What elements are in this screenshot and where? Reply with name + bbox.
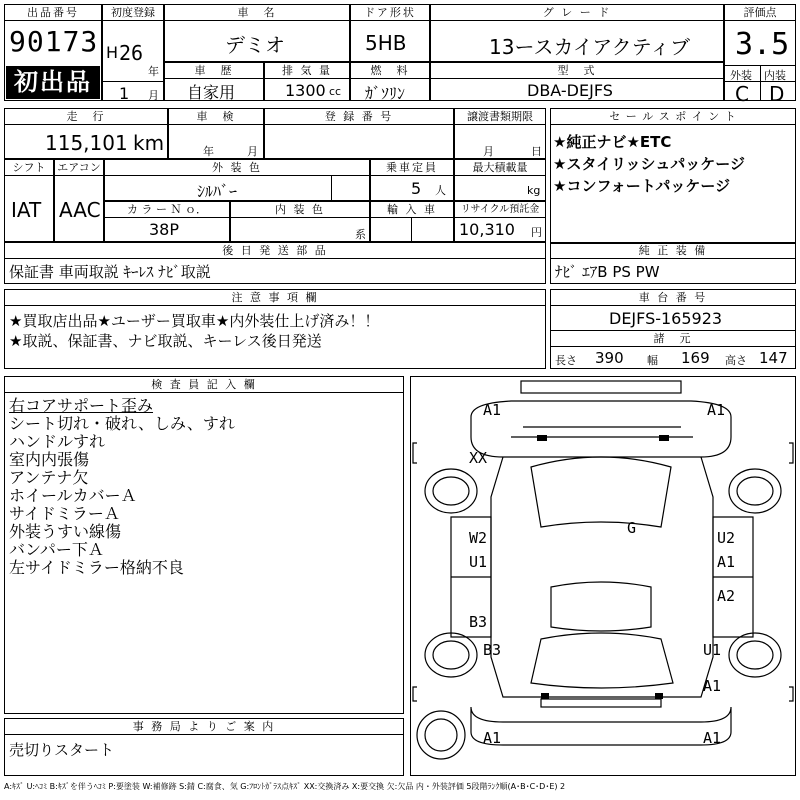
damage-mark: A1 <box>483 729 502 747</box>
fuel: ｶﾞｿﾘﾝ <box>365 84 406 103</box>
damage-mark: A1 <box>703 677 722 695</box>
equipment-header: 純 正 装 備 <box>551 243 795 259</box>
capacity-unit: 人 <box>435 184 446 197</box>
chassis-number: DEJFS-165923 <box>609 309 723 328</box>
transfer-box <box>454 108 546 159</box>
width-label: 幅 <box>647 354 658 367</box>
ext-color: ｼﾙﾊﾞｰ <box>197 182 238 201</box>
shift: IAT <box>11 198 42 222</box>
door-header: ドア形状 <box>351 5 429 21</box>
damage-mark: A1 <box>717 553 736 571</box>
int-color-unit: 系 <box>355 228 366 241</box>
inspector-box <box>4 376 404 714</box>
sales-point-1: ★純正ナビ★ETC <box>553 133 672 151</box>
grade: 13ースカイアクティブ <box>489 35 691 59</box>
office-box <box>4 718 404 776</box>
grade-box <box>430 4 724 62</box>
notes-header: 注 意 事 項 欄 <box>5 290 545 306</box>
inspection-header: 車 検 <box>169 109 263 125</box>
displacement: 1300 <box>285 81 326 100</box>
aircon-box <box>54 159 104 242</box>
length: 390 <box>595 349 624 367</box>
fuel-box <box>350 62 430 101</box>
score-box <box>724 4 796 106</box>
history-header: 車 歴 <box>165 63 263 79</box>
first-reg-box <box>102 4 164 101</box>
damage-mark: A1 <box>703 729 722 747</box>
damage-mark: A2 <box>717 587 736 605</box>
recycle-unit: 円 <box>531 226 542 239</box>
reg-year: 26 <box>119 41 144 65</box>
max-load-box <box>454 159 546 201</box>
inspector-line: サイドミラーＡ <box>9 504 120 523</box>
damage-mark: U1 <box>469 553 488 571</box>
equipment-box <box>550 242 796 284</box>
inspector-line: 左サイドミラー格納不良 <box>9 558 184 577</box>
car-name: デミオ <box>225 33 285 57</box>
int-header: 内装 <box>764 69 786 82</box>
damage-mark: A1 <box>483 401 502 419</box>
first-listing-badge: 初出品 <box>6 66 100 99</box>
plate-box <box>264 108 454 159</box>
door-box <box>350 4 430 62</box>
inspector-line: 右コアサポート歪み <box>9 396 154 415</box>
max-load-header: 最大積載量 <box>455 160 545 176</box>
capacity-box <box>370 159 454 201</box>
int-color-box <box>230 201 370 242</box>
displacement-box <box>264 62 350 101</box>
score-header: 評価点 <box>725 5 795 21</box>
capacity-header: 乗車定員 <box>371 160 453 176</box>
width: 169 <box>681 349 710 367</box>
later-parts-box <box>4 242 546 284</box>
inspector-line: バンパー下Ａ <box>9 540 104 559</box>
later-parts-header: 後 日 発 送 部 品 <box>5 243 545 259</box>
color-no-box <box>104 201 230 242</box>
import-header: 輸 入 車 <box>371 202 453 218</box>
lot-header: 出品番号 <box>5 5 101 21</box>
transfer-header: 譲渡書類期限 <box>455 109 545 125</box>
sales-points-header: セ ー ル ス ポ イ ン ト <box>551 109 795 125</box>
sales-point-2: ★スタイリッシュパッケージ <box>553 155 745 173</box>
damage-mark: B3 <box>469 613 488 631</box>
legend: A:ｷｽﾞ U:ﾍｺﾐ B:ｷｽﾞを伴うﾍｺﾐ P:要塗装 W:補修跡 S:錆 C:腐食、気 G:ﾌﾛﾝﾄｶﾞﾗｽ点ｷｽﾞ XX:交換済み X:要交換 欠:欠品 内・外装評価 5段階ﾗﾝｸ順(A･B･C･D･E) 2 <box>4 782 566 791</box>
model-header: 型 式 <box>431 63 723 79</box>
era: H <box>106 43 119 62</box>
car-name-box <box>164 4 350 62</box>
office-header: 事 務 局 よ り ご 案 内 <box>5 719 403 735</box>
inspector-line: 室内内張傷 <box>9 450 90 469</box>
aircon: AAC <box>59 198 101 222</box>
history-box <box>164 62 264 101</box>
sales-point-3: ★コンフォートパッケージ <box>553 177 731 195</box>
score: 3.5 <box>735 27 790 62</box>
note-line-1: ★買取店出品★ユーザー買取車★内外装仕上げ済み！！ <box>9 312 380 330</box>
notes-box <box>4 289 546 369</box>
damage-diagram-box <box>410 376 796 776</box>
inspector-line: ハンドルすれ <box>9 432 106 451</box>
model-box <box>430 62 724 101</box>
fuel-header: 燃 料 <box>351 63 429 79</box>
max-load-unit: kg <box>527 184 541 197</box>
first-reg-header: 初度登録 <box>103 5 163 21</box>
month-unit: 月 <box>148 89 159 102</box>
displacement-unit: cc <box>329 85 342 98</box>
inspection-month-unit: 月 <box>247 145 258 158</box>
equipment: ﾅﾋﾞ ｴｱB PS PW <box>555 263 660 281</box>
ext-color-box <box>104 159 370 201</box>
inspector-line: 外装うすい線傷 <box>9 522 122 541</box>
int-score: D <box>769 82 785 106</box>
later-parts: 保証書 車両取説 ｷｰﾚｽ ﾅﾋﾞ取説 <box>9 263 211 281</box>
import-box <box>370 201 454 242</box>
inspector-header: 検 査 員 記 入 欄 <box>5 377 403 393</box>
mileage-box <box>4 108 168 159</box>
inspection-box <box>168 108 264 159</box>
color-no-header: カ ラ ー Ｎ ｏ． <box>105 202 229 218</box>
dimensions-header: 諸 元 <box>551 331 795 347</box>
reg-month: 1 <box>119 84 130 103</box>
height-label: 高さ <box>725 354 747 367</box>
damage-mark: B3 <box>483 641 502 659</box>
model: DBA-DEJFS <box>527 81 613 100</box>
damage-marks <box>411 377 795 775</box>
inspector-line: ホイールカバーＡ <box>9 486 137 505</box>
mileage-unit: km <box>133 131 165 155</box>
damage-mark: A1 <box>707 401 726 419</box>
inspector-line: アンテナ欠 <box>9 468 89 487</box>
recycle-header: リサイクル預託金 <box>455 202 545 218</box>
displacement-header: 排 気 量 <box>265 63 349 79</box>
int-color-header: 内 装 色 <box>231 202 369 218</box>
inspector-lines <box>9 397 235 577</box>
car-name-header: 車 名 <box>165 5 349 21</box>
plate-header: 登 録 番 号 <box>265 109 453 125</box>
mileage: 115,101 <box>45 131 128 155</box>
year-unit: 年 <box>148 65 159 78</box>
damage-mark: W2 <box>469 529 488 547</box>
length-label: 長さ <box>555 354 577 367</box>
color-no: 38P <box>149 220 180 239</box>
history: 自家用 <box>187 83 236 102</box>
damage-mark: XX <box>469 449 488 467</box>
inspection-year-unit: 年 <box>203 145 214 158</box>
shift-box <box>4 159 54 242</box>
door-type: 5HB <box>365 31 407 55</box>
grade-header: グ レ ー ド <box>431 5 723 21</box>
lot-number: 90173 <box>9 25 99 58</box>
aircon-header: エアコン <box>55 160 103 176</box>
mileage-header: 走 行 <box>5 109 167 125</box>
chassis-header: 車 台 番 号 <box>551 290 795 306</box>
damage-mark: G <box>627 519 637 537</box>
damage-mark: U2 <box>717 529 736 547</box>
ext-header: 外装 <box>730 69 752 82</box>
recycle: 10,310 <box>459 220 515 239</box>
chassis-box <box>550 289 796 369</box>
shift-header: シフト <box>5 160 53 176</box>
ext-color-header: 外 装 色 <box>105 160 369 176</box>
inspector-line: シート切れ・破れ、しみ、すれ <box>9 414 235 433</box>
office-note: 売切りスタート <box>9 741 115 759</box>
damage-mark: U1 <box>703 641 722 659</box>
height: 147 <box>759 349 788 367</box>
transfer-month-unit: 月 <box>483 145 494 158</box>
transfer-day-unit: 日 <box>531 145 542 158</box>
ext-score: C <box>735 82 749 106</box>
recycle-box <box>454 201 546 242</box>
note-line-2: ★取説、保証書、ナビ取説、キーレス後日発送 <box>9 332 322 350</box>
capacity: 5 <box>411 179 422 198</box>
